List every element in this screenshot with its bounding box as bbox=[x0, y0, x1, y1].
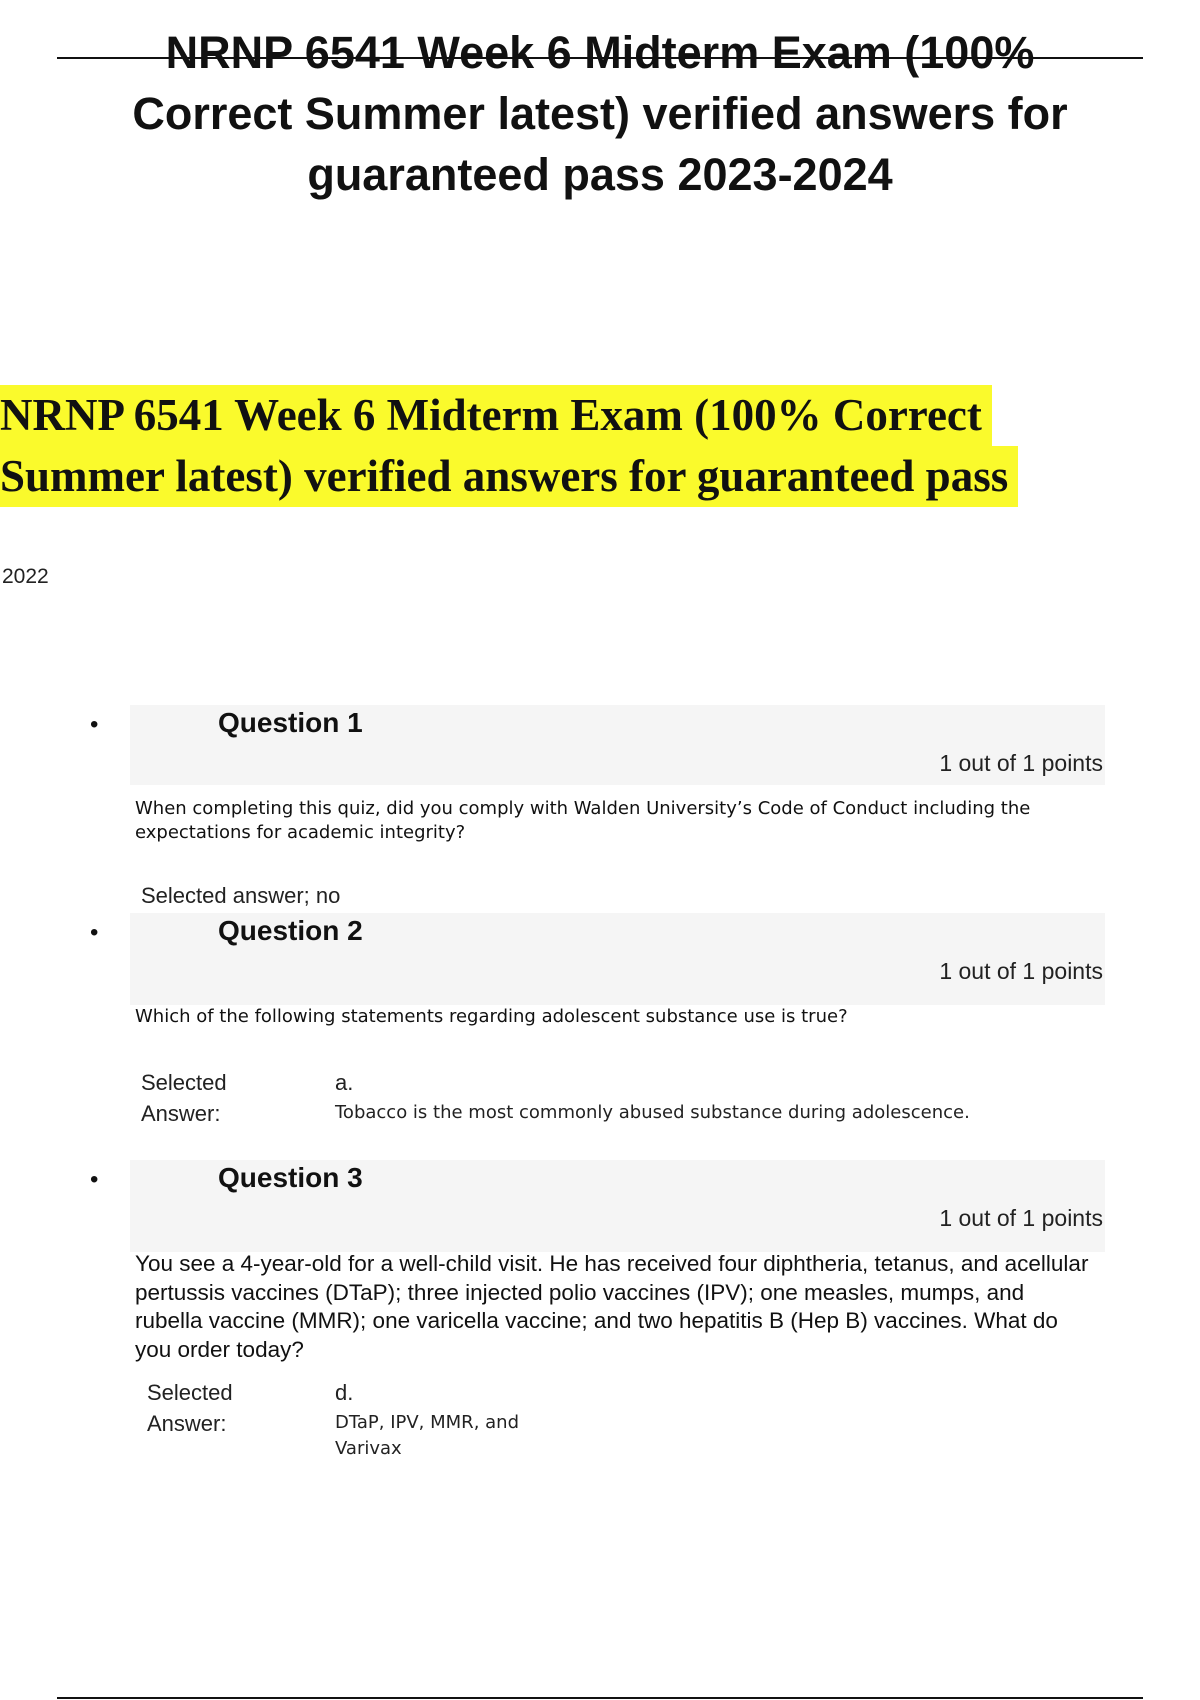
question-2-selected-letter: a. bbox=[335, 1070, 354, 1095]
highlighted-title-line-1: NRNP 6541 Week 6 Midterm Exam (100% Correct bbox=[0, 385, 992, 446]
bullet: • bbox=[90, 711, 99, 738]
question-3-selected-answer: DTaP, IPV, MMR, and Varivax bbox=[335, 1412, 519, 1459]
question-3-points: 1 out of 1 points bbox=[939, 1205, 1103, 1231]
title-line-1: NRNP 6541 Week 6 Midterm Exam (100% bbox=[165, 27, 1035, 78]
title-line-3: guaranteed pass 2023-2024 bbox=[307, 149, 893, 200]
question-1-text: When completing this quiz, did you comply with Walden University’s Code of Conduct including the expectations for academic integrity? bbox=[135, 798, 1031, 843]
question-2-points: 1 out of 1 points bbox=[939, 958, 1103, 984]
bottom-rule bbox=[57, 1697, 1143, 1699]
question-3-heading: Question 3 bbox=[218, 1162, 363, 1193]
question-2-heading: Question 2 bbox=[218, 915, 363, 946]
bullet: • bbox=[90, 919, 99, 946]
question-1-heading: Question 1 bbox=[218, 707, 363, 738]
question-3-selected-label: Selected Answer: bbox=[147, 1380, 233, 1436]
question-3-selected-letter: d. bbox=[335, 1380, 354, 1405]
document-title bbox=[60, 22, 1140, 205]
question-1-points: 1 out of 1 points bbox=[939, 750, 1103, 776]
year-note: 2022 bbox=[2, 565, 49, 588]
question-2-text: Which of the following statements regarding adolescent substance use is true? bbox=[135, 1006, 848, 1027]
question-2-selected-answer: Tobacco is the most commonly abused substance during adolescence. bbox=[335, 1102, 970, 1123]
highlighted-title bbox=[0, 385, 1018, 507]
highlighted-title-line-2: Summer latest) verified answers for guaranteed pass bbox=[0, 446, 1018, 507]
question-1-selected-answer: Selected answer; no bbox=[141, 883, 341, 908]
question-3-text: You see a 4-year-old for a well-child visit. He has received four diphtheria, tetanus, and acellular pertussis vaccines (DTaP); three injected polio vaccines (IPV); one measles, mumps, and rubella vaccine (MMR); one varicella vaccine; and two hepatitis B (Hep B) vaccines. What do you order today? bbox=[135, 1251, 1089, 1362]
question-2-selected-label: Selected Answer: bbox=[141, 1070, 227, 1126]
question-1 bbox=[90, 705, 1105, 908]
bullet: • bbox=[90, 1166, 99, 1193]
title-line-2: Correct Summer latest) verified answers for bbox=[132, 88, 1068, 139]
question-3 bbox=[90, 1160, 1105, 1470]
question-2 bbox=[90, 913, 1105, 1133]
